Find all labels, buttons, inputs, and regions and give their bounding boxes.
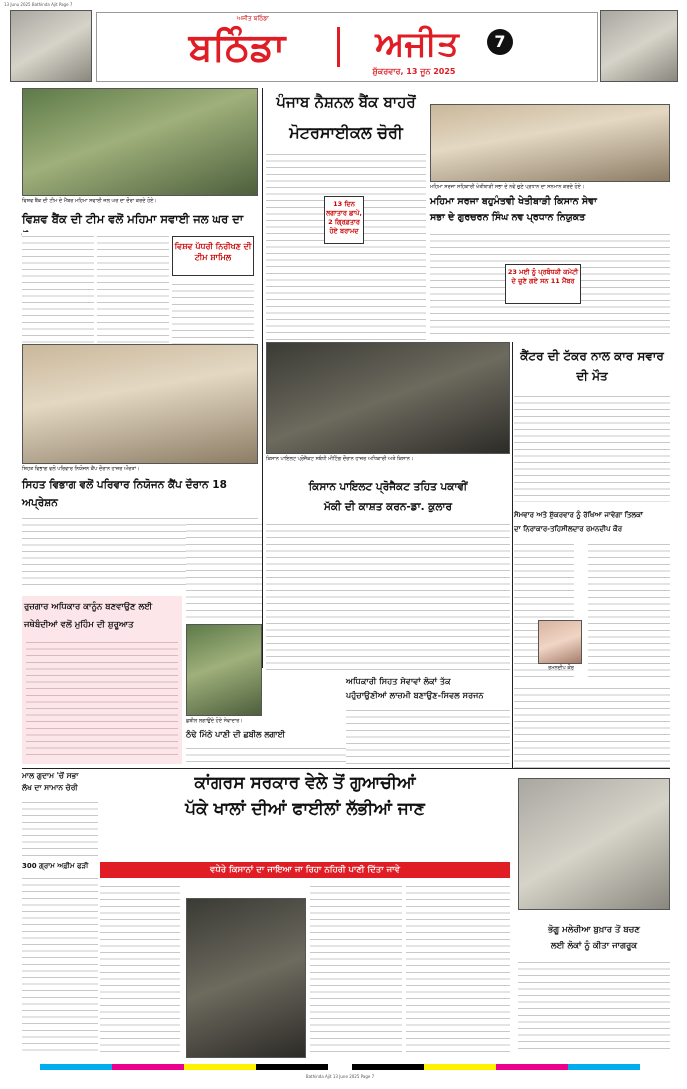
a5-headline-2: ਮੱਕੀ ਦੀ ਕਾਸ਼ਤ ਕਰਨ-ਡਾ. ਕੁਲਾਰ (323, 501, 453, 513)
a8-body (26, 638, 178, 760)
a10-headline-1: ਅਧਿਕਾਰੀ ਸਿਹਤ ਸੇਵਾਵਾਂ ਲੋਕਾਂ ਤੱਕ (346, 676, 451, 686)
a10-body (346, 706, 510, 768)
a4-caption: ਸ਼ਿਹਤ ਵਿਭਾਗ ਵਲੋਂ ਪਰਿਵਾਰ ਨਿਯੋਜਨ ਕੈਂਪ ਦੌਰਾਨ ਹਾਜ਼ਰ ਔਰਤਾਂ। (22, 466, 140, 472)
a7-column-2 (588, 540, 670, 680)
a2-headline-1: ਪੰਜਾਬ ਨੈਸ਼ਨਲ ਬੈਂਕ ਬਾਹਰੋਂ (276, 93, 416, 111)
a13-headline-2: ਲਈ ਲੋਕਾਂ ਨੂੰ ਕੀਤਾ ਜਾਗਰੂਕ (550, 941, 638, 951)
a1-headline: ਵਿਸ਼ਵ ਬੈਂਕ ਦੀ ਟੀਮ ਵਲੋਂ ਮਹਿਮਾ ਸਵਾਈ ਜਲ ਘਰ ਦਾ (22, 212, 244, 226)
a13-headline-1: ਭੋਗੂ ਮਲੇਰੀਆ ਬੁਖ਼ਾਰ ਤੋਂ ਬਚਣ (548, 925, 640, 935)
a7-body-bottom (514, 684, 670, 768)
masthead-title-right: ਅਜੀਤ (375, 24, 459, 64)
a8-headline-1: ਰੁਜ਼ਗਾਰ ਅਧਿਕਾਰ ਕਾਨੂੰਨ ਬਣਵਾਉਣ ਲਈ (24, 602, 153, 612)
a12-banner: ਵਧੇਰੇ ਕਿਸਾਨਾਂ ਦਾ ਜਾਇਆ ਜਾ ਰਿਹਾ ਨਹਿਰੀ ਪਾਣੀ ਦਿੱਤਾ ਜਾਵੇ (100, 862, 510, 878)
a11-body (22, 798, 98, 858)
a3-callout: 23 ਮਈ ਨੂੰ ਪ੍ਰਬੰਧਕੀ ਕਮੇਟੀ ਦੇ ਚੁਣੇ ਗਏ ਸਨ 11 ਮੈਂਬਰ (505, 264, 581, 304)
a5-caption: ਕਿਸਾਨ ਪਾਇਲਟ ਪ੍ਰੋਜੈਕਟ ਸਬੰਧੀ ਮੀਟਿੰਗ ਦੌਰਾਨ ਹਾਜ਼ਰ ਅਧਿਕਾਰੀ ਅਤੇ ਕਿਸਾਨ। (266, 456, 414, 462)
a1-callout: ਵਿਸ਼ਵ ਪੱਧਰੀ ਨਿਰੀਖਣ ਦੀ ਟੀਮ ਸ਼ਾਮਿਲ (172, 236, 254, 276)
a3-caption: ਮਹਿਮਾ ਸਰਜਾ ਸਹਿਕਾਰੀ ਖੇਤੀਬਾੜੀ ਸਭਾ ਦੇ ਨਵੇਂ ਚੁਣੇ ਪ੍ਰਧਾਨ ਦਾ ਸਨਮਾਨ ਕਰਦੇ ਹੋਏ। (430, 184, 585, 190)
masthead-title-left: ਬਠਿੰਡਾ (188, 25, 286, 69)
a1-column-3 (172, 280, 254, 344)
page-number: 7 (487, 29, 513, 55)
a5-headline-1: ਕਿਸਾਨ ਪਾਇਲਟ ਪ੍ਰੋਜੈਕਟ ਤਹਿਤ ਪਕਾਵੀਂ (308, 481, 468, 493)
a9-photo (186, 624, 262, 716)
a10-headline-2: ਪਹੁੰਚਾਉਣੀਆਂ ਲਾਜ਼ਮੀ ਬਣਾਉਣ-ਸਿਵਲ ਸਰਜਨ (346, 690, 484, 700)
a3-headline-2: ਸਭਾ ਦੇ ਗੁਰਚਰਨ ਸਿੰਘ ਨਵ ਪ੍ਰਧਾਨ ਨਿਯੁਕਤ (430, 212, 586, 223)
a9-body-top (186, 520, 262, 620)
a1-column-2 (97, 232, 169, 344)
a7-headline (514, 508, 670, 536)
a5-photo (266, 342, 510, 454)
a11-headline-1: ਮਾਲ ਗੁਦਾਮ 'ਚੋਂ ਸਭਾ (22, 771, 79, 780)
a5-body (266, 520, 510, 670)
a7-photo (538, 620, 582, 664)
a9-headline: ਠੰਢੇ ਮਿੱਠੇ ਪਾਣੀ ਦੀ ਛਬੀਲ ਲਗਾਈ (186, 730, 286, 739)
a12-column-3 (406, 882, 510, 1054)
a12-headline-2: ਪੱਕੇ ਖਾਲਾਂ ਦੀਆਂ ਫਾਈਲਾਂ ਲੱਭੀਆਂ ਜਾਣ (185, 799, 425, 819)
a3-photo (430, 104, 670, 182)
masthead-small-label: ਅਜੀਤ ਬਠਿੰਡਾ (237, 15, 269, 22)
a13-body (518, 958, 670, 1054)
a8-headline-2: ਜਥੇਬੰਦੀਆਂ ਵਲੋਂ ਮੁਹਿੰਮ ਦੀ ਸ਼ੁਰੂਆਤ (24, 620, 134, 630)
a1-photo (22, 88, 258, 196)
a7-headline-2: ਦਾ ਨਿਰਾਕਾਰ-ਤਹਿਸੀਲਦਾਰ ਰਮਨਦੀਪ ਕੌਰ (514, 525, 623, 533)
a9-body (186, 744, 346, 768)
a2-headline-2: ਮੋਟਰਸਾਈਕਲ ਚੋਰੀ (289, 123, 403, 142)
a8-box (22, 596, 182, 764)
a4-headline: ਸਿਹਤ ਵਿਭਾਗ ਵਲੋਂ ਪਰਿਵਾਰ ਨਿਯੋਜਨ ਕੈਂਪ ਦੌਰਾਨ 18 ਅਪ੍ਰੇਸ਼ਨ (22, 479, 227, 509)
column-rule (262, 88, 263, 668)
a12-column-1 (100, 882, 180, 1054)
a11-sub-body (22, 874, 98, 1054)
a12-photo-1 (186, 898, 306, 1058)
a11-headline-2: ਲੱਖ ਦਾ ਸਾਮਾਨ ਚੋਰੀ (22, 783, 78, 792)
footer-strip: Bathinda Ajit 13 June 2025 Page 7 (305, 1074, 375, 1079)
column-rule (512, 342, 513, 768)
a11-sub: 300 ਗ੍ਰਾਮ ਅਫ਼ੀਮ ਫੜੀ (22, 862, 89, 870)
a3-headline-1: ਮਹਿਮਾ ਸਰਜਾ ਬਹੁਮੰਤਵੀ ਖੇਤੀਬਾੜੀ ਕਿਸਾਨ ਸੇਵਾ (430, 196, 597, 207)
a6-headline: ਕੈਂਟਰ ਦੀ ਟੱਕਰ ਨਾਲ ਕਾਰ ਸਵਾਰ ਦੀ ਮੌਤ (520, 349, 664, 383)
masthead-left-image (10, 10, 92, 82)
a7-photo-caption: ਰਮਨਦੀਪ ਕੌਰ (548, 665, 574, 671)
masthead-date: ਸ਼ੁੱਕਰਵਾਰ, 13 ਜੂਨ 2025 (372, 67, 456, 76)
a7-headline-1: ਸੋਮਵਾਰ ਅਤੇ ਸ਼ੁੱਕਰਵਾਰ ਨੂੰ ਰੱਖਿਆ ਜਾਵੇਗਾ ਤਿਲਕਾਂ (514, 511, 643, 519)
a6-body (514, 392, 670, 502)
a2-body (266, 150, 426, 340)
a12-column-2 (310, 882, 402, 1054)
a12-headline-1: ਕਾਂਗਰਸ ਸਰਕਾਰ ਵੇਲੇ ਤੋਂ ਗੁਆਚੀਆਂ (194, 773, 416, 793)
a1-column-1 (22, 232, 94, 344)
print-strip: 13 Junu 2025 Bathinda Ajit Page 7 (4, 2, 73, 7)
a2-callout: 13 ਦਿਨ ਲਗਾਤਾਰ ਛਾਪੇ, 2 ਗ੍ਰਿਫ਼ਤਾਰ ਹੋਏ ਬਰਾਮਦ (324, 196, 364, 244)
row-rule (22, 768, 670, 769)
a9-caption: ਛਬੀਲ ਲਗਾਉਂਦੇ ਹੋਏ ਸੇਵਾਦਾਰ। (186, 718, 243, 724)
a4-photo (22, 344, 258, 464)
color-bar (40, 1064, 640, 1070)
a13-photo (518, 778, 670, 910)
masthead-right-image (600, 10, 678, 82)
masthead (96, 12, 598, 82)
masthead-divider (337, 27, 340, 67)
a1-caption: ਵਿਸ਼ਵ ਬੈਂਕ ਦੀ ਟੀਮ ਦੇ ਮੈਂਬਰ ਮਹਿਮਾ ਸਵਾਈ ਜਲ ਘਰ ਦਾ ਦੌਰਾ ਕਰਦੇ ਹੋਏ। (22, 198, 157, 204)
